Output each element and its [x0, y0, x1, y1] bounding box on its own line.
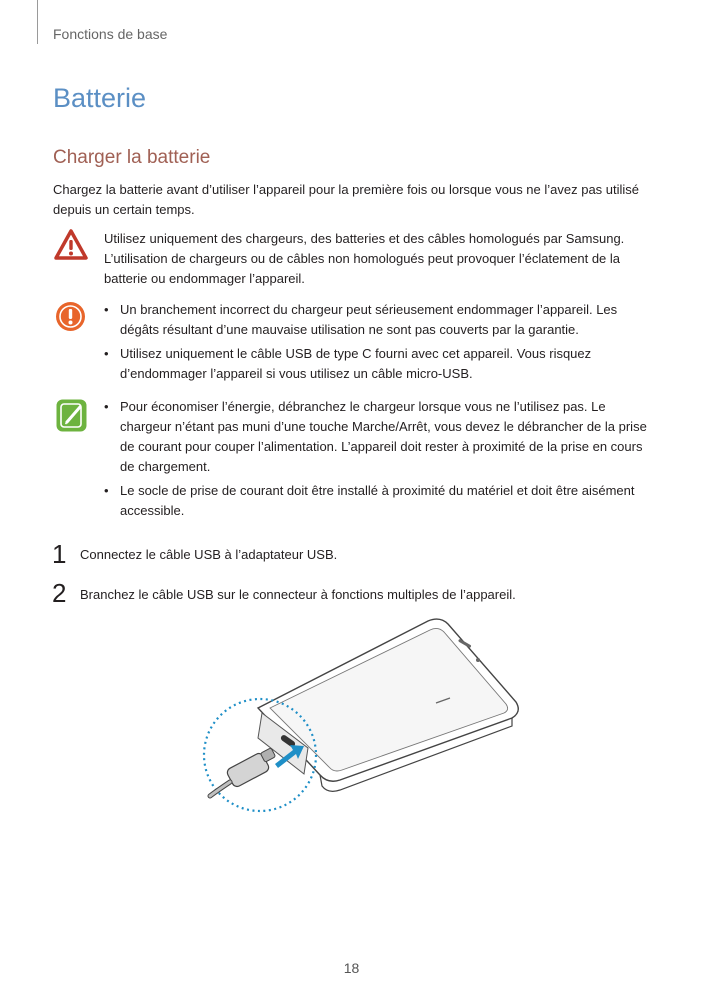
caution-item — [104, 344, 654, 384]
bullet-dot: • — [104, 399, 109, 414]
note-item — [104, 397, 654, 477]
warning-text: Utilisez uniquement des chargeurs, des batteries et des câbles homologués par Samsung. L’utilisation de chargeurs ou de câbles non homologués peut provoquer l’éclatement de la batterie ou endommager l’appareil. — [104, 231, 625, 286]
running-header: Fonctions de base — [53, 26, 168, 42]
caution-list — [104, 300, 654, 388]
page-title: Batterie — [53, 83, 147, 113]
step-text: Branchez le câble USB sur le connecteur à fonctions multiples de l’appareil. — [80, 587, 516, 602]
step-text: Connectez le câble USB à l’adaptateur USB. — [80, 547, 338, 562]
step-number: 2 — [52, 578, 67, 608]
bullet-dot: • — [104, 302, 109, 317]
warning-triangle-icon — [54, 229, 88, 261]
note-list — [104, 397, 654, 525]
header-rule — [37, 0, 38, 44]
bullet-dot: • — [104, 483, 109, 498]
section-title: Charger la batterie — [53, 147, 211, 168]
usb-cable-plug — [210, 748, 276, 796]
note-item-text: Le socle de prise de courant doit être installé à proximité du matériel et doit être aisément accessible. — [120, 483, 635, 518]
caution-item-text: Un branchement incorrect du chargeur peut sérieusement endommager l’appareil. Les dégâts résultant d’une mauvaise utilisation ne sont pas couverts par la garantie. — [120, 302, 618, 337]
note-pencil-icon — [55, 398, 88, 433]
intro-paragraph: Chargez la batterie avant d’utiliser l’appareil pour la première fois ou lorsque vous ne l’avez pas utilisé depuis un certain temps. — [53, 182, 640, 217]
note-item-text: Pour économiser l’énergie, débranchez le chargeur lorsque vous ne l’utilisez pas. Le chargeur n’étant pas muni d’une touche Marche/Arrêt, vous devez le débrancher de la prise de courant pour couper l’alimentation. L’appareil doit rester à proximité de la prise en cours de chargement. — [120, 399, 647, 474]
caution-item — [104, 300, 654, 340]
caution-exclamation-icon — [55, 301, 86, 332]
phone-charging-illustration — [200, 618, 520, 833]
note-item — [104, 481, 654, 521]
bullet-dot: • — [104, 346, 109, 361]
step-number: 1 — [52, 539, 67, 569]
caution-item-text: Utilisez uniquement le câble USB de type C fourni avec cet appareil. Vous risquez d’endommager l’appareil si vous utilisez un câble micro-USB. — [120, 346, 592, 381]
page-number: 18 — [343, 960, 360, 976]
